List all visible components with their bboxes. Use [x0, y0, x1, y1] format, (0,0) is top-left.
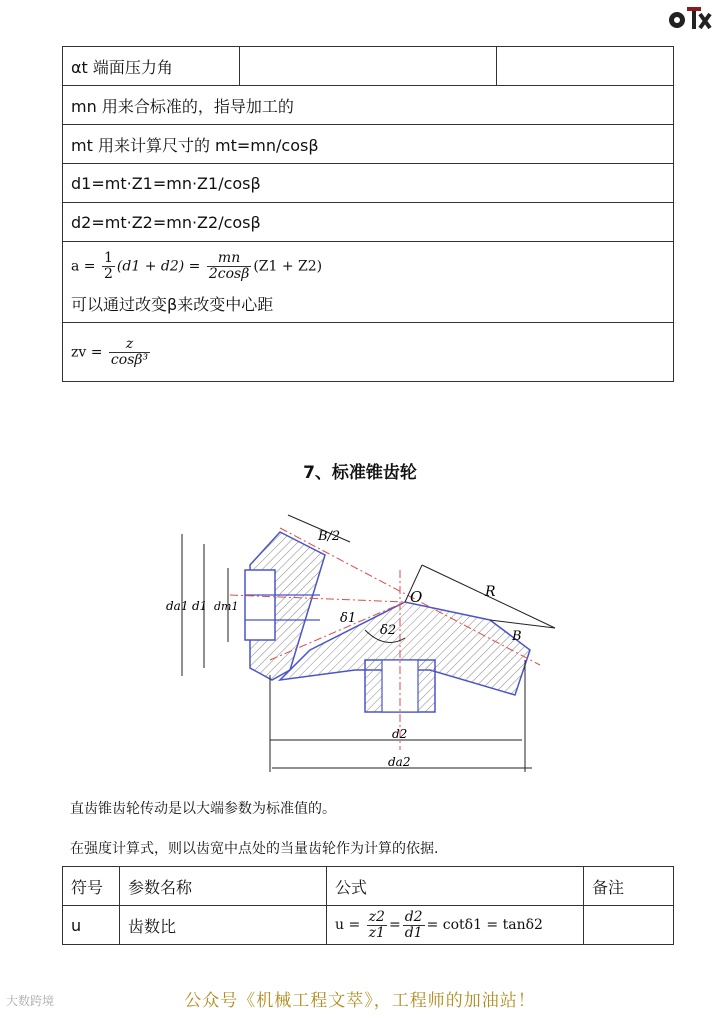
bevel-gear-note-2: 在强度计算式，则以齿宽中点处的当量齿轮作为计算的依据. — [70, 841, 439, 857]
header-symbol: 符号 — [63, 867, 120, 906]
row-mn: mn 用来合标准的，指导加工的 — [63, 86, 674, 125]
cell-note — [584, 906, 674, 945]
header-note: 备注 — [584, 867, 674, 906]
cell-formula — [327, 906, 584, 945]
bevel-gear-diagram — [160, 510, 560, 780]
logo-icon — [668, 4, 712, 32]
row-center-distance — [63, 242, 674, 323]
empty-cell — [240, 47, 497, 86]
bevel-gear-param-table — [62, 866, 674, 945]
row-d2: d2=mt·Z2=mn·Z2/cosβ — [63, 203, 674, 242]
label-delta1: δ1 — [340, 611, 357, 626]
header-param-name: 参数名称 — [120, 867, 327, 906]
empty-cell — [497, 47, 674, 86]
center-distance-formula: a = $\frac{1}{2}$ (d1 + d2) = $\frac{mn}{2\cos\beta}$ (Z1 + Z2) — [71, 250, 323, 282]
label-da2: da2 — [388, 755, 411, 769]
label-b-half: B/2 — [318, 529, 341, 544]
cell-symbol: u — [63, 906, 120, 945]
row-d1: d1=mt·Z1=mn·Z1/cosβ — [63, 164, 674, 203]
helical-gear-table — [62, 46, 674, 382]
center-distance-note: 可以通过改变β来改变中心距 — [71, 295, 274, 314]
cell-param-name: 齿数比 — [120, 906, 327, 945]
row-zv — [63, 323, 674, 382]
watermark: 大数跨境 — [6, 994, 55, 1008]
header-formula: 公式 — [327, 867, 584, 906]
bevel-gear-note-1: 直齿锥齿轮传动是以大端参数为标准值的。 — [70, 801, 336, 817]
label-delta2: δ2 — [380, 623, 397, 638]
label-d2: d2 — [392, 727, 408, 741]
label-r: R — [485, 584, 496, 600]
section-title: 7、标准锥齿轮 — [303, 463, 417, 483]
label-dm1: dm1 — [214, 600, 239, 613]
zv-formula: zv = $\frac{z}{\text{cosβ³}}$ — [71, 335, 149, 368]
row-mt: mt 用来计算尺寸的 mt=mn/cosβ — [63, 125, 674, 164]
label-d1: d1 — [192, 599, 208, 613]
label-b: B — [512, 629, 522, 644]
row-pressure-angle: αt 端面压力角 — [63, 47, 240, 86]
label-da1: da1 — [166, 599, 189, 613]
gear-ratio-formula: u = $\frac{z2}{z1}$ = $\frac{d2}{d1}$ = cotδ1 = tanδ2 — [335, 908, 543, 941]
label-o: O — [410, 588, 423, 606]
footer-text: 公众号《机械工程文萃》，工程师的加油站！ — [184, 991, 536, 1011]
